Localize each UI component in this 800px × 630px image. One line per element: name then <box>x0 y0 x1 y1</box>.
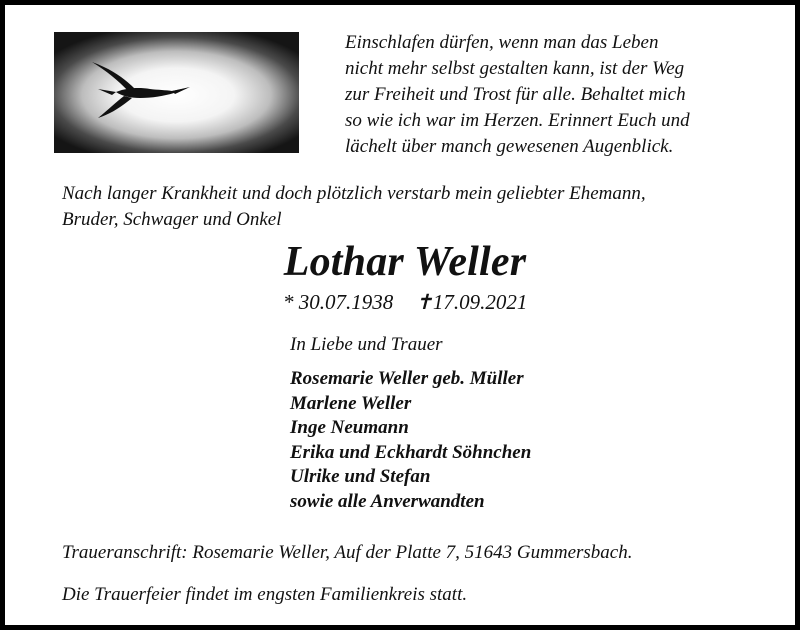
poem-line: nicht mehr selbst gestalten kann, ist der Weg <box>345 58 685 79</box>
mourning-address: Traueranschrift: Rosemarie Weller, Auf der Platte 7, 51643 Gummersbach. <box>62 542 633 563</box>
announcement-text <box>62 181 782 233</box>
mourning-heading: In Liebe und Trauer <box>290 334 443 355</box>
mourner-name: Rosemarie Weller geb. Müller <box>290 368 524 389</box>
poem-line: so wie ich war im Herzen. Erinnert Euch und <box>345 110 690 131</box>
bird-photo <box>54 32 299 153</box>
poem <box>345 30 785 160</box>
flying-bird-icon <box>54 32 299 153</box>
life-dates <box>283 289 527 315</box>
announcement-line: Nach langer Krankheit und doch plötzlich verstarb mein geliebter Ehemann, <box>62 183 646 204</box>
mourner-name: Erika und Eckhardt Söhnchen <box>290 441 532 463</box>
mourners-list <box>290 367 531 514</box>
mourner-name: Inge Neumann <box>290 417 409 438</box>
poem-line: lächelt über manch gewesenen Augenblick. <box>345 136 674 157</box>
death-date: ✝17.09.2021 <box>415 290 528 314</box>
deceased-name: Lothar Weller <box>283 239 527 285</box>
poem-line: zur Freiheit und Trost für alle. Behaltet mich <box>345 84 686 105</box>
birth-date: * 30.07.1938 <box>283 290 394 314</box>
ceremony-note: Die Trauerfeier findet im engsten Familienkreis statt. <box>62 584 468 605</box>
announcement-line: Bruder, Schwager und Onkel <box>62 209 282 230</box>
mourner-name: sowie alle Anverwandten <box>290 490 485 512</box>
mourner-name: Marlene Weller <box>290 392 412 414</box>
poem-line: Einschlafen dürfen, wenn man das Leben <box>345 32 659 53</box>
mourner-name: Ulrike und Stefan <box>290 466 431 487</box>
